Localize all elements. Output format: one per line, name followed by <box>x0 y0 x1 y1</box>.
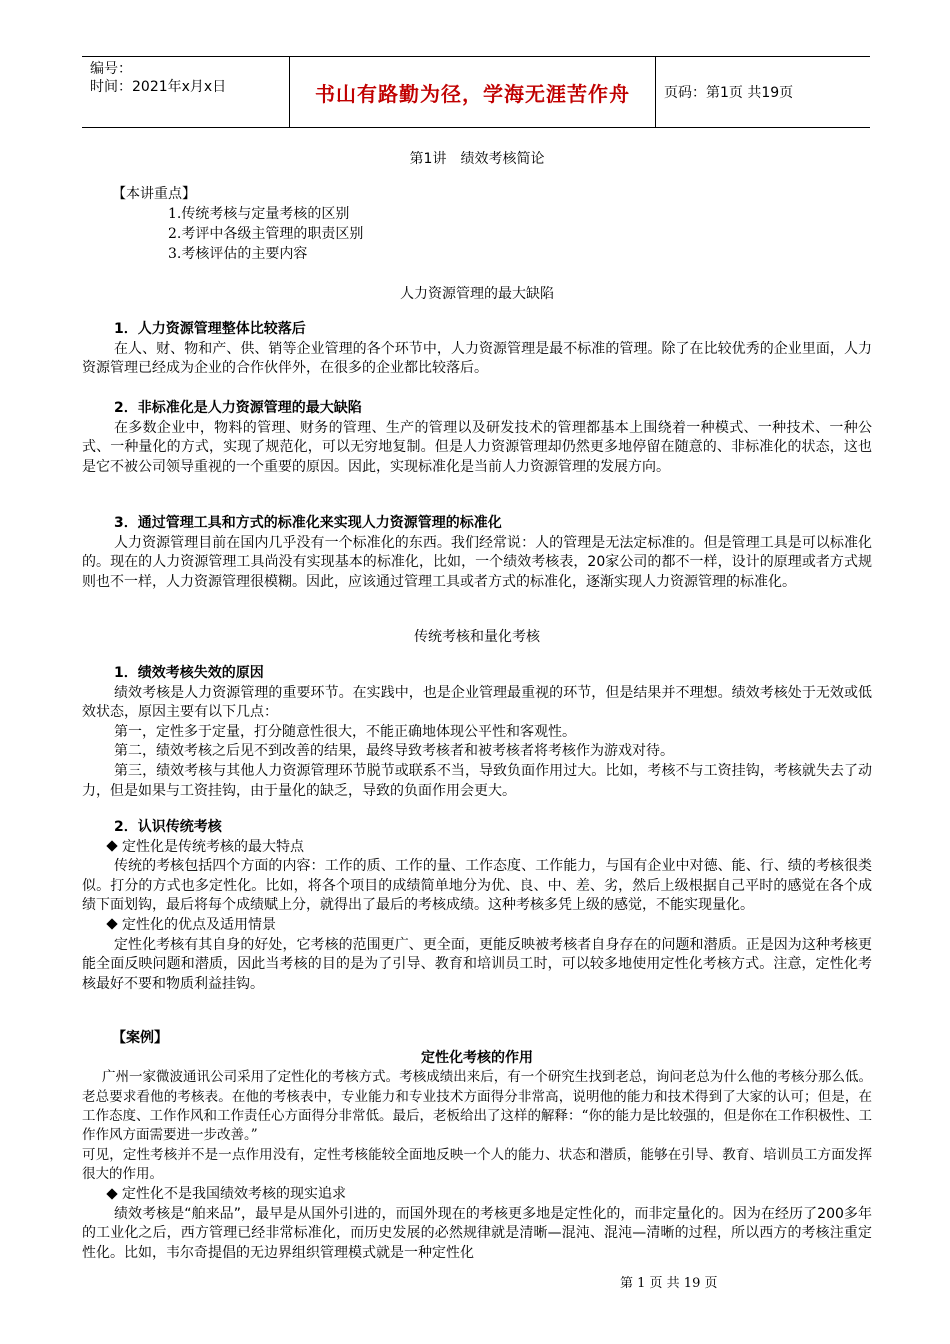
lecture-title: 第1讲 绩效考核简论 <box>409 151 545 167</box>
paragraph: 第二，绩效考核之后见不到改善的结果，最终导致考核者和被考核者将考核作为游戏对待。 <box>114 743 674 760</box>
section1-sub3 <box>82 514 872 592</box>
key-points <box>82 184 872 264</box>
key-point-item: 3.考核评估的主要内容 <box>168 246 308 262</box>
section2-sub2 <box>82 818 872 994</box>
paragraph: 在人、财、物和产、供、销等企业管理的各个环节中，人力资源管理是最不标准的管理。除了在比较优秀的企业里面，人力资源管理已经成为企业的合作伙伴外，在很多的企业都比较落后。 <box>82 340 872 377</box>
key-point-item: 1.传统考核与定量考核的区别 <box>168 206 350 222</box>
time-label: 时间：2021年x月x日 <box>90 79 227 95</box>
paragraph: 第三，绩效考核与其他人力资源管理环节脱节或联系不当，导致负面作用过大。比如，考核不与工资挂钩，考核就失去了动力，但是如果与工资挂钩，由于量化的缺乏，导致的负面作用会更大。 <box>82 762 872 799</box>
case-label: 【案例】 <box>112 1030 168 1046</box>
subheading: 2．非标准化是人力资源管理的最大缺陷 <box>114 400 362 416</box>
paragraph: 第一，定性多于定量，打分随意性很大，不能正确地体现公平性和客观性。 <box>114 723 576 740</box>
section1-title: 人力资源管理的最大缺陷 <box>400 286 554 302</box>
bullet-item: 定性化是传统考核的最大特点 <box>82 838 872 858</box>
subheading: 3．通过管理工具和方式的标准化来实现人力资源管理的标准化 <box>114 515 502 531</box>
section1-sub2 <box>82 399 872 477</box>
case-block <box>82 1029 872 1185</box>
case-text: 可见，定性考核并不是一点作用没有，定性考核能较全面地反映一个人的能力、状态和潜质，能够在引导、教育、培训员工方面发挥很大的作用。 <box>82 1146 872 1183</box>
bullet-item: 定性化不是我国绩效考核的现实追求 <box>82 1185 872 1205</box>
page-footer: 第 1 页 共 19 页 <box>620 1276 718 1291</box>
bullet-item: 定性化的优点及适用情景 <box>82 916 872 936</box>
case-text: 广州一家微波通讯公司采用了定性化的考核方式。考核成绩出来后，有一个研究生找到老总，询问老总为什么他的考核分那么低。老总要求看他的考核表。在他的考核表中，专业能力和专业技术方面得分非常高，说明他的能力和技术得到了大家的认可；但是，在工作态度、工作作风和工作责任心方面得分非常低。最后，老板给出了这样的解释：“你的能力是比较强的，但是你在工作积极性、工作作风方面需要进一步改善。” <box>82 1069 872 1144</box>
header-motto: 书山有路勤为径，学海无涯苦作舟 <box>290 57 656 127</box>
paragraph: 绩效考核是人力资源管理的重要环节。在实践中，也是企业管理最重视的环节，但是结果并不理想。绩效考核处于无效或低效状态，原因主要有以下几点： <box>82 684 872 721</box>
diamond-bullet-icon <box>106 1188 117 1199</box>
subheading: 1．绩效考核失效的原因 <box>114 665 264 681</box>
case-title: 定性化考核的作用 <box>421 1049 533 1066</box>
header-page-info: 页码：第1页 共19页 <box>664 85 794 101</box>
paragraph: 在多数企业中，物料的管理、财务的管理、生产的管理以及研发技术的管理都基本上围绕着一种模式、一种技术、一种公式、一种量化的方式，实现了规范化，可以无穷地复制。但是人力资源管理却仍然更多地停留在随意的、非标准化的状态，这也是它不被公司领导重视的一个重要的原因。因此，实现标准化是当前人力资源管理的发展方向。 <box>82 419 872 475</box>
header-meta <box>82 57 290 127</box>
key-point-item: 2.考评中各级主管理的职责区别 <box>168 226 364 242</box>
key-points-heading: 【本讲重点】 <box>112 186 196 202</box>
paragraph: 传统的考核包括四个方面的内容：工作的质、工作的量、工作态度、工作能力，与国有企业中对德、能、行、绩的考核很类似。打分的方式也多定性化。比如，将各个项目的成绩简单地分为优、良、中、差、劣，然后上级根据自己平时的感觉在各个成绩下面划钩，最后将每个成绩赋上分，就得出了最后的考核成绩。这种考核多凭上级的感觉，不能实现量化。 <box>82 858 872 914</box>
diamond-bullet-icon <box>106 919 117 930</box>
section2-title: 传统考核和量化考核 <box>414 629 540 645</box>
paragraph: 绩效考核是“舶来品”，最早是从国外引进的，而国外现在的考核更多地是定性化的，而非定量化的。因为在经历了200多年的工业化之后，西方管理已经非常标准化，而历史发展的必然规律就是清晰—混沌、混沌—清晰的过程，所以西方的考核注重定性化。比如，韦尔奇提倡的无边界组织管理模式就是一种定性化 <box>82 1205 872 1261</box>
section1-sub1 <box>82 320 872 379</box>
number-label: 编号： <box>90 61 132 77</box>
paragraph: 人力资源管理目前在国内几乎没有一个标准化的东西。我们经常说：人的管理是无法定标准的。但是管理工具是可以标准化的。现在的人力资源管理工具尚没有实现基本的标准化，比如，一个绩效考核表，20家公司的都不一样，设计的原理或者方式规则也不一样，人力资源管理很模糊。因此，应该通过管理工具或者方式的标准化，逐渐实现人力资源管理的标准化。 <box>82 534 872 590</box>
subheading: 2．认识传统考核 <box>114 819 222 835</box>
paragraph: 定性化考核有其自身的好处，它考核的范围更广、更全面，更能反映被考核者自身存在的问题和潜质。正是因为这种考核更能全面反映问题和潜质，因此当考核的目的是为了引导、教育和培训员工时，可以较多地使用定性化考核方式。注意，定性化考核最好不要和物质利益挂钩。 <box>82 936 872 992</box>
subheading: 1．人力资源管理整体比较落后 <box>114 321 306 337</box>
diamond-bullet-icon <box>106 840 117 851</box>
header-table <box>82 56 870 128</box>
section2-sub1 <box>82 664 872 801</box>
section3 <box>82 1185 872 1263</box>
